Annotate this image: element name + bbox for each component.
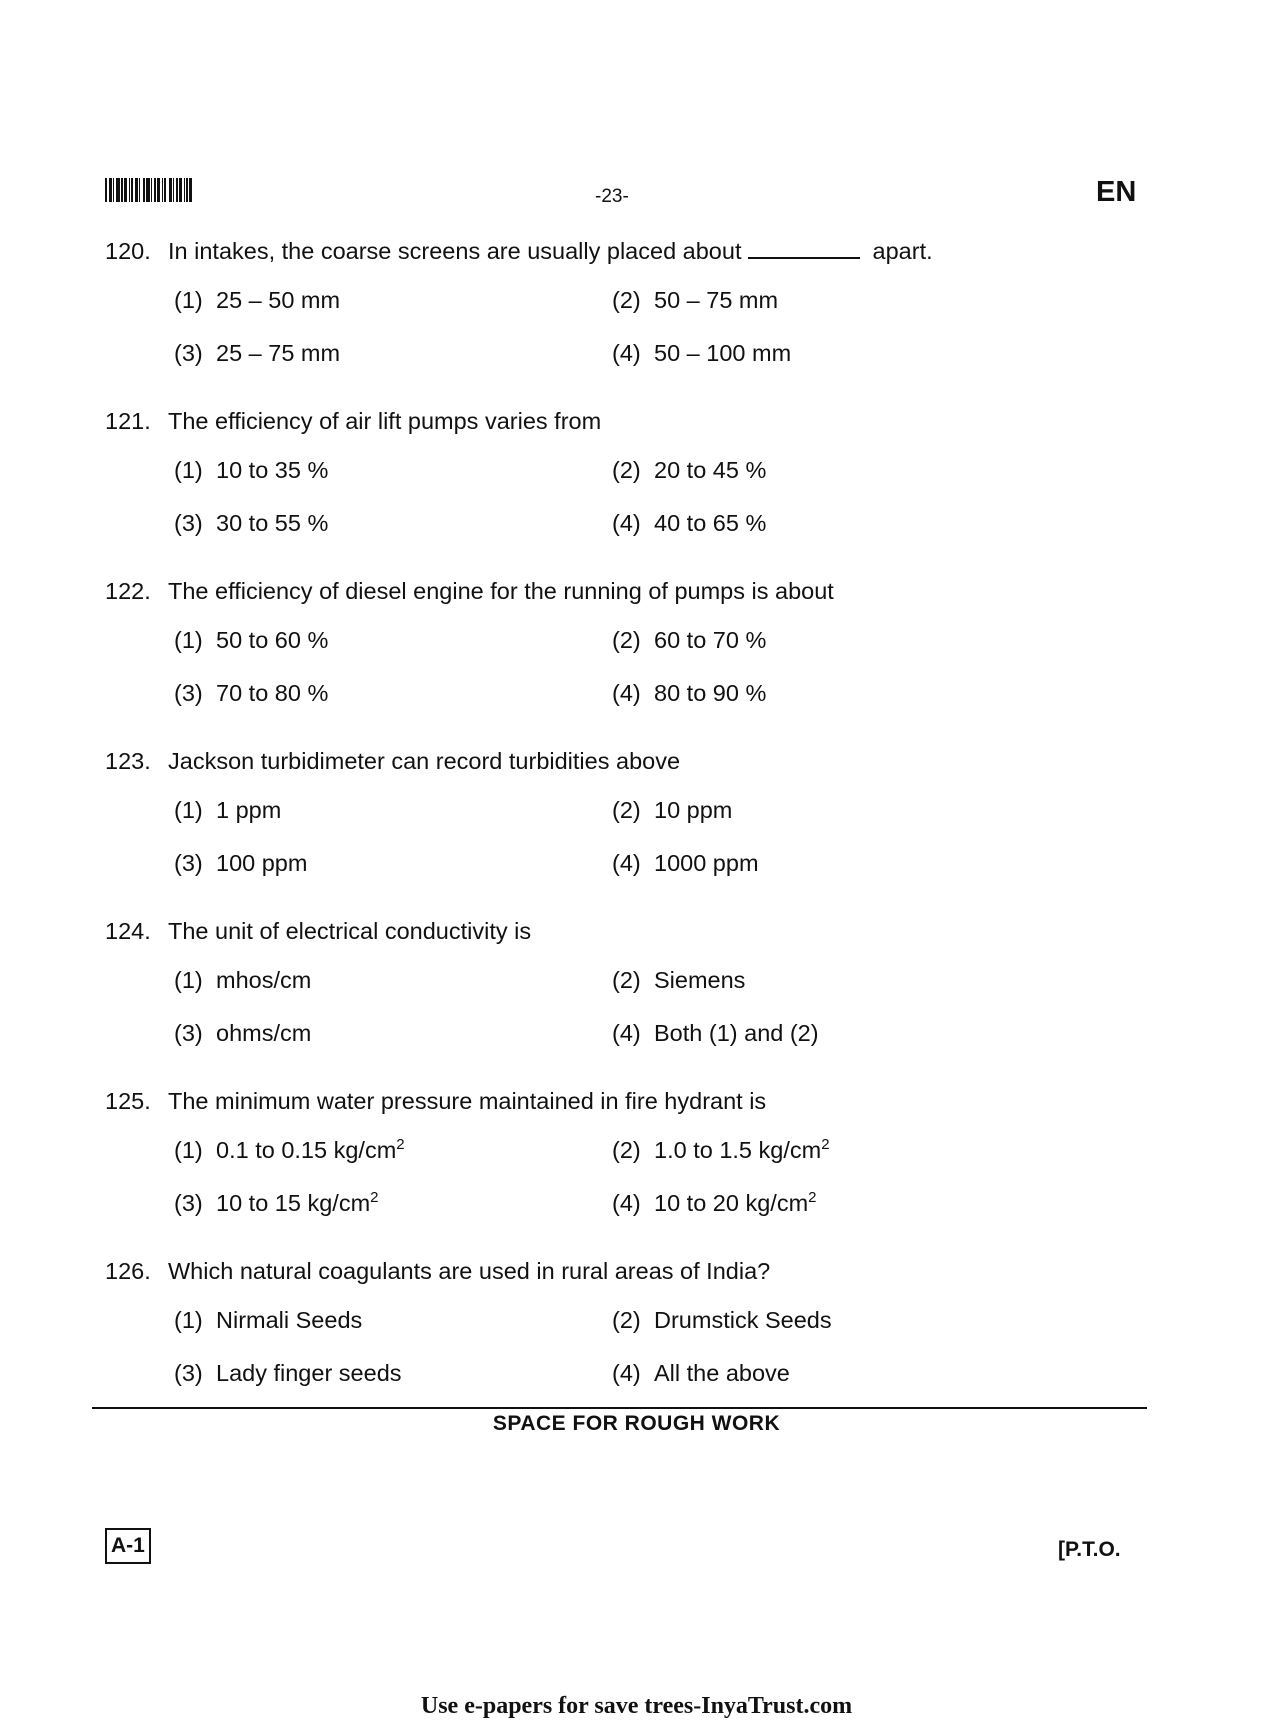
footer-note: Use e-papers for save trees-InyaTrust.com [420,1693,853,1719]
question-120 [105,230,1145,388]
barcode [105,178,200,202]
question-text: The unit of electrical conductivity is [168,918,532,944]
option: (1) 0.1 to 0.15 $kg/cm^2$ [174,1136,405,1163]
page-number: -23- [595,186,629,207]
options-grid [105,1302,1145,1408]
options-grid [105,622,1145,728]
question-number: 124. [105,918,151,944]
options-grid [105,792,1145,898]
option: (3) Lady finger seeds [174,1360,402,1386]
question-122 [105,570,1145,728]
question-number: 120. [105,238,151,264]
fill-blank [748,235,860,259]
question-text: The minimum water pressure maintained in fire hydrant is [168,1088,767,1114]
divider-rule [92,1407,1147,1409]
option: (3) 70 to 80 % [174,680,329,706]
question-number: 122. [105,578,151,604]
pto-label: [P.T.O. [1058,1538,1121,1561]
options-grid [105,962,1145,1068]
question-125 [105,1080,1145,1238]
option: (2) Siemens [612,967,746,993]
language-code: EN [1096,176,1137,208]
question-stem [105,230,1145,282]
option: (1) 25 – 50 mm [174,287,341,313]
question-number: 123. [105,748,151,774]
option: (1) 10 to 35 % [174,457,329,483]
option: (2) 20 to 45 % [612,457,767,483]
question-text-after: apart. [872,238,933,264]
option: (4) 40 to 65 % [612,510,767,536]
option: (1) 50 to 60 % [174,627,329,653]
option: (4) 10 to 20 $kg/cm^2$ [612,1189,817,1216]
option: (3) 10 to 15 $kg/cm^2$ [174,1189,379,1216]
question-text: The efficiency of diesel engine for the running of pumps is about [168,578,834,604]
options-grid [105,282,1145,388]
question-stem [105,1080,1145,1132]
question-stem [105,910,1145,962]
option: (1) 1 ppm [174,797,282,823]
options-grid [105,452,1145,558]
option: (1) Nirmali Seeds [174,1307,363,1333]
question-text: Which natural coagulants are used in rural areas of India? [168,1258,771,1284]
question-number: 121. [105,408,151,434]
question-123 [105,740,1145,898]
question-121 [105,400,1145,558]
question-stem [105,400,1145,452]
question-text: Jackson turbidimeter can record turbidities above [168,748,681,774]
option: (4) All the above [612,1360,790,1386]
option: (3) 30 to 55 % [174,510,329,536]
question-stem [105,1250,1145,1302]
option: (4) 1000 ppm [612,850,759,876]
options-grid [105,1132,1145,1238]
rough-work-label: SPACE FOR ROUGH WORK [492,1412,781,1435]
option: (1) mhos/cm [174,967,312,993]
option: (2) Drumstick Seeds [612,1307,832,1333]
question-list [105,230,1145,1408]
option: (3) 25 – 75 mm [174,340,341,366]
question-stem [105,740,1145,792]
option: (2) 50 – 75 mm [612,287,779,313]
question-126 [105,1250,1145,1408]
question-number: 125. [105,1088,151,1114]
option: (2) 10 ppm [612,797,733,823]
option: (4) Both (1) and (2) [612,1020,819,1046]
question-stem [105,570,1145,622]
question-text: In intakes, the coarse screens are usually placed about [168,238,742,264]
option: (2) 60 to 70 % [612,627,767,653]
question-124 [105,910,1145,1068]
option: (2) 1.0 to 1.5 $kg/cm^2$ [612,1136,830,1163]
option: (3) 100 ppm [174,850,308,876]
option: (3) ohms/cm [174,1020,312,1046]
booklet-code: A-1 [105,1528,151,1564]
option: (4) 80 to 90 % [612,680,767,706]
option: (4) 50 – 100 mm [612,340,792,366]
question-text: The efficiency of air lift pumps varies from [168,408,602,434]
question-number: 126. [105,1258,151,1284]
